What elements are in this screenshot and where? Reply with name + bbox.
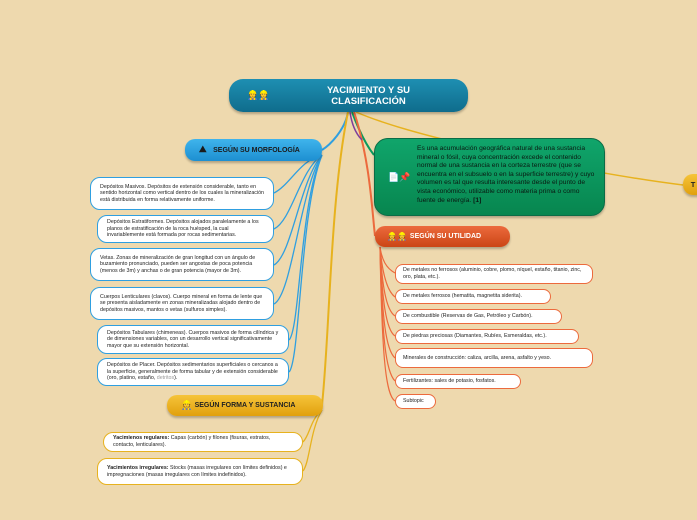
subtopic-text: Vetas. Zonas de mineralización de gran longitud con un ángulo de buzamiento pronunciado, pueden ser angostas de poca potencia (menos de 3m) y anchas o de gran potencia (mayor de 3m). bbox=[100, 254, 256, 274]
subtopic-text: De metales ferrosos (hematita, magnetita siderita). bbox=[403, 293, 522, 300]
forma-title: SEGÚN FORMA Y SUSTANCIA bbox=[194, 402, 296, 409]
placer-tail: ). bbox=[174, 375, 178, 382]
document-pin-icon: 📄📌 bbox=[388, 172, 411, 182]
forma-text-2: Stocks (masas irregulares con límites definidos) e impregnaciones (masas irregulares con límites indefinidos). bbox=[107, 464, 287, 478]
subtopic-morfologia-2[interactable] bbox=[97, 215, 274, 243]
subtopic-utilidad-1[interactable] bbox=[395, 264, 593, 284]
worker-icon: 👷 bbox=[181, 400, 193, 410]
definition-citation: [1] bbox=[473, 196, 482, 204]
subtopic-utilidad-5[interactable] bbox=[395, 348, 593, 368]
subtopic-morfologia-1[interactable] bbox=[90, 177, 274, 210]
subtopic-utilidad-2[interactable] bbox=[395, 289, 551, 304]
subtopic-text: Minerales de construcción: caliza, arcilla, arena, asfalto y yeso. bbox=[403, 354, 552, 361]
offscreen-label: T bbox=[690, 180, 696, 189]
mountain-icon: ⛰ bbox=[199, 144, 207, 154]
topic-utilidad[interactable] bbox=[375, 226, 510, 247]
central-title: YACIMIENTO Y SU CLASIFICACIÓN bbox=[326, 84, 411, 107]
subtopic-utilidad-4[interactable] bbox=[395, 329, 579, 344]
subtopic-morfologia-3[interactable] bbox=[90, 248, 274, 281]
subtopic-utilidad-7[interactable] bbox=[395, 394, 436, 409]
subtopic-text: Cuerpos Lenticulares (clavos). Cuerpo mineral en forma de lente que se presenta aisladamente en zonas mineralizadas alojado dentro de depósitos masivos, mantos o vetas (sulfuros simples). bbox=[100, 293, 263, 313]
definition-topic[interactable] bbox=[374, 138, 605, 216]
forma-text-1: Capas (carbón) y filones (fisuras, estratos, contacto, lenticulares). bbox=[113, 435, 271, 448]
subtopic-morfologia-4[interactable] bbox=[90, 287, 274, 320]
definition-text: Es una acumulación geográfica natural de una sustancia mineral o fósil, cuya concentración excede el contenido normal de una sustancia en la corteza terrestre (que se encuentra en el subsuelo o en la superficie terrestre) y cuyo volumen es tal que resulta interesante desde el punto de vista económico, utilizable como materia prima o como fuente de energía. bbox=[417, 145, 595, 204]
central-topic[interactable] bbox=[229, 79, 468, 112]
subtopic-text: De metales no ferrosos (aluminio, cobre, plomo, níquel, estaño, titanio, zinc, oro, plata, etc.). bbox=[403, 267, 582, 280]
placer-text: Depósitos de Placer. Depósitos sedimentarios superficiales o cercanos a la superficie, generalmente de forma tabular y de extensión considerable (oro, platino, estaño, bbox=[107, 362, 278, 382]
subtopic-text bbox=[113, 435, 293, 448]
subtopic-text: Depósitos Masivos. Depósitos de extensión considerable, tanto en sentido horizontal como vertical dentro de los cuales la mineralización está distribuida en forma relativamente uniforme. bbox=[100, 183, 264, 203]
subtopic-text: Subtopic bbox=[403, 398, 424, 405]
links-forma bbox=[303, 410, 322, 471]
workers-icon: 👷👷 bbox=[247, 90, 270, 100]
subtopic-text: Depósitos Tabulares (chimeneas). Cuerpos masivos de forma cilíndrica y de dimensiones variables, con un desarrollo vertical significativamente mayor que su extensión horizontal. bbox=[107, 329, 279, 349]
link-central-accent bbox=[350, 112, 362, 140]
subtopic-text: Depósitos Estratiformes. Depósitos alojados paralelamente a los planos de estratificación de la roca huésped, la cual invariablemente está formada por rocas sedimentarias. bbox=[107, 219, 259, 239]
subtopic-text: Fertilizantes: sales de potasio, fosfatos. bbox=[403, 378, 496, 385]
link-central-definition bbox=[352, 112, 374, 155]
forma-label-2: Yacimientos irregulares: bbox=[107, 464, 169, 471]
subtopic-morfologia-6[interactable] bbox=[97, 358, 289, 386]
topic-morfologia[interactable] bbox=[185, 139, 322, 161]
subtopic-text bbox=[107, 465, 293, 478]
subtopic-text: De combustible (Reservas de Gas, Petróleo y Carbón). bbox=[403, 313, 533, 320]
subtopic-utilidad-3[interactable] bbox=[395, 309, 562, 324]
subtopic-forma-2[interactable] bbox=[97, 458, 303, 485]
subtopic-text bbox=[107, 362, 279, 382]
subtopic-forma-1[interactable] bbox=[103, 432, 303, 452]
link-central-utilidad bbox=[354, 112, 375, 236]
utilidad-title: SEGÚN SU UTILIDAD bbox=[409, 233, 482, 240]
workers-icon: 👷👷 bbox=[387, 232, 407, 241]
link-central-forma bbox=[322, 112, 348, 405]
link-central-morfologia bbox=[322, 112, 348, 150]
definition-body bbox=[417, 145, 596, 205]
offscreen-topic[interactable] bbox=[683, 174, 697, 195]
subtopic-utilidad-6[interactable] bbox=[395, 374, 521, 389]
placer-muted: detritos bbox=[156, 375, 175, 382]
links-utilidad bbox=[380, 247, 395, 401]
subtopic-morfologia-5[interactable] bbox=[97, 325, 289, 354]
morfologia-title: SEGÚN SU MORFOLOGÍA bbox=[213, 146, 300, 154]
subtopic-text: De piedras preciosas (Diamantes, Rubíes, Esmeraldas, etc.). bbox=[403, 333, 547, 340]
topic-forma[interactable] bbox=[167, 395, 323, 416]
forma-label-1: Yacimienos regulares: bbox=[113, 435, 170, 442]
